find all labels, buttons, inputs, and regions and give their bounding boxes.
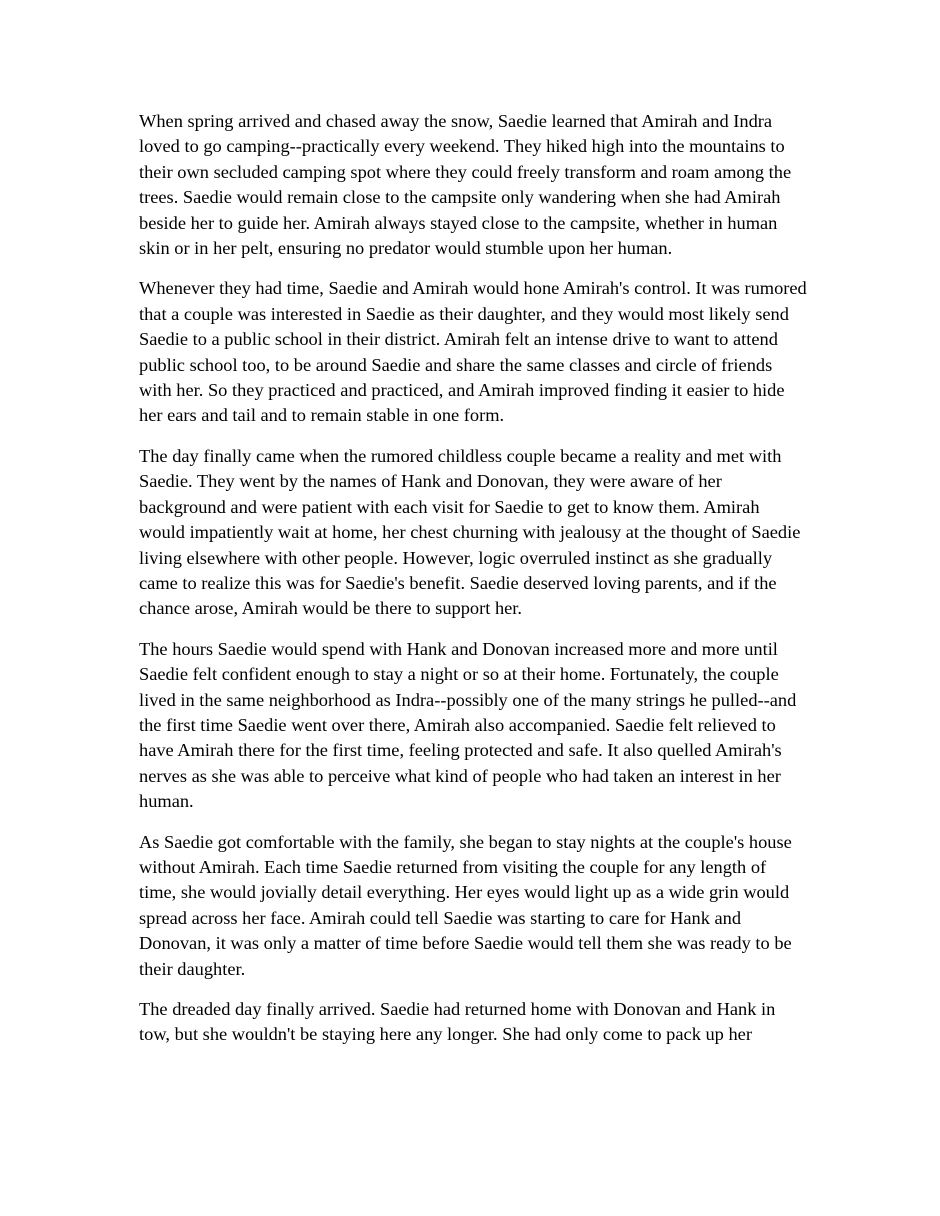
paragraph-4: The hours Saedie would spend with Hank and Donovan increased more and more until Saedie felt confident enough to stay a night or so at their home. Fortunately, the couple lived in the same neighborhood as Indra--possibly one of the many strings he pulled--and the first time Saedie went over there, Amirah also accompanied. Saedie felt relieved to have Amirah there for the first time, feeling protected and safe. It also quelled Amirah's nerves as she was able to perceive what kind of people who had taken an interest in her human. <box>139 638 797 812</box>
paragraph-5: As Saedie got comfortable with the family, she began to stay nights at the couple's house without Amirah. Each time Saedie returned from visiting the couple for any length of time, she would jovially detail everything. Her eyes would light up as a wide grin would spread across her face. Amirah could tell Saedie was starting to care for Hank and Donovan, it was only a matter of time before Saedie would tell them she was ready to be their daughter. <box>139 831 792 979</box>
body-text <box>139 109 807 1063</box>
paragraph-3: The day finally came when the rumored childless couple became a reality and met with Saedie. They went by the names of Hank and Donovan, they were aware of her background and were patient with each visit for Saedie to get to know them. Amirah would impatiently wait at home, her chest churning with jealousy at the thought of Saedie living elsewhere with other people. However, logic overruled instinct as she gradually came to realize this was for Saedie's benefit. Saedie deserved loving parents, and if the chance arose, Amirah would be there to support her. <box>139 445 801 619</box>
paragraph-1: When spring arrived and chased away the snow, Saedie learned that Amirah and Indra loved to go camping--practically every weekend. They hiked high into the mountains to their own secluded camping spot where they could freely transform and roam among the trees. Saedie would remain close to the campsite only wandering when she had Amirah beside her to guide her. Amirah always stayed close to the campsite, whether in human skin or in her pelt, ensuring no predator would stumble upon her human. <box>139 111 792 259</box>
paragraph-2: Whenever they had time, Saedie and Amirah would hone Amirah's control. It was rumored that a couple was interested in Saedie as their daughter, and they would most likely send Saedie to a public school in their district. Amirah felt an intense drive to want to attend public school too, to be around Saedie and share the same classes and circle of friends with her. So they practiced and practiced, and Amirah improved finding it easier to hide her ears and tail and to remain stable in one form. <box>139 278 807 426</box>
paragraph-6: The dreaded day finally arrived. Saedie had returned home with Donovan and Hank in tow, but she wouldn't be staying here any longer. She had only come to pack up her <box>139 999 776 1045</box>
